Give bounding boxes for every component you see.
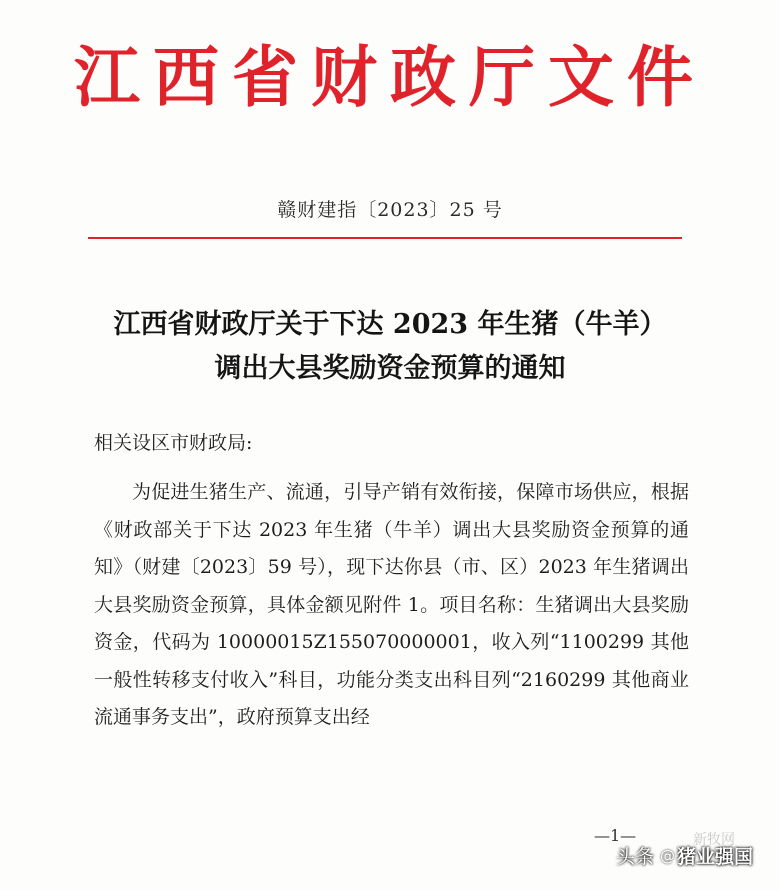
notice-title-line-2: 调出大县奖励资金预算的通知 [214,353,566,384]
document-number: 赣财建指〔2023〕25 号 [277,199,503,221]
body-paragraph: 为促进生猪生产、流通，引导产销有效衔接，保障市场供应，根据《财政部关于下达 2023 年生猪（牛羊）调出大县奖励资金预算的通知》（财建〔2023〕59 号），现下达你县（市、区）2023 年生猪调出大县奖励资金预算，具体金额见附件 1。项目名称：生猪调出大县奖励资金，代码为 10000015Z155070000001，收入列“1100299 其他一般性转移支付收入”科目，功能分类支出科目列“2160299 其他商业流通事务支出”，政府预算支出经 [94,481,689,728]
salutation: 相关设区市财政局: [94,432,253,454]
issuer-masthead: 江西省财政厅文件 [74,39,706,116]
watermark-platform: 头条 [616,846,655,868]
faint-watermark-text: 新牧网 [693,832,735,848]
watermark-account: 猪业强国 [677,846,754,868]
source-watermark [616,842,753,869]
body-text [94,474,689,737]
page-number: —1— [594,826,637,845]
red-divider-line [88,237,682,239]
notice-title-line-1: 江西省财政厅关于下达 2023 年生猪（牛羊） [113,309,667,340]
at-icon: @ [660,846,676,865]
